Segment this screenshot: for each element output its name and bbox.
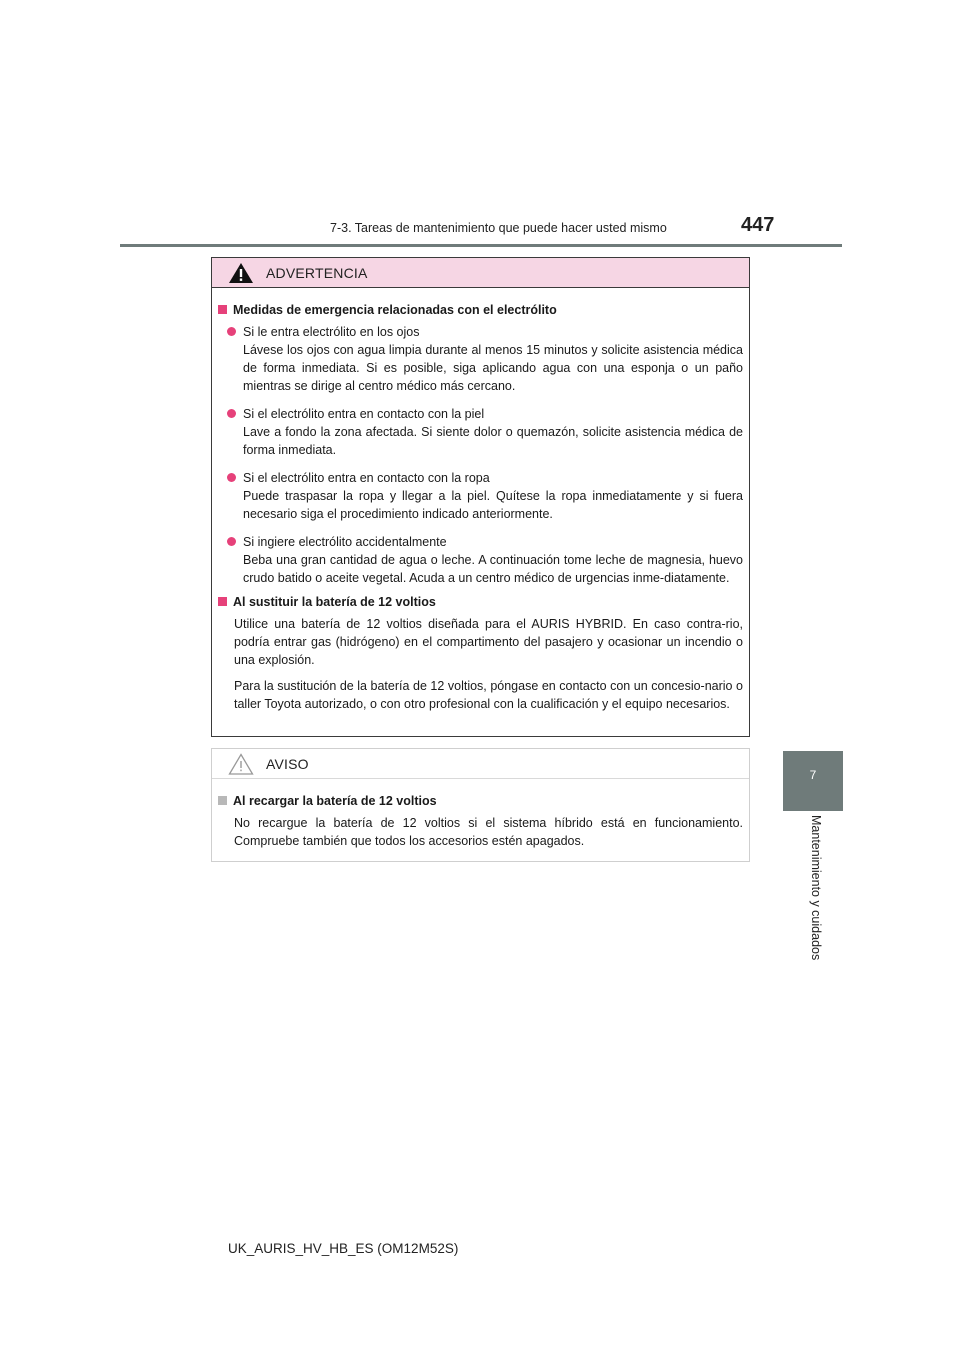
- header-rule: [120, 244, 842, 247]
- paragraph-text: Para la sustitución de la batería de 12 voltios, póngase en contacto con un concesio-nario o taller Toyota autorizado, o con otro profesional con la cualificación y el equipo necesarios.: [234, 679, 743, 711]
- section-title: Al sustituir la batería de 12 voltios: [233, 595, 436, 609]
- chapter-label: Mantenimiento y cuidados: [809, 815, 823, 961]
- item-lead: Si le entra electrólito en los ojos: [243, 325, 420, 339]
- chapter-tab: [783, 751, 843, 811]
- item-text: Puede traspasar la ropa y llegar a la piel. Quítese la ropa inmediatamente y si fuera necesario siga el procedimiento indicado anteriormente.: [243, 489, 743, 521]
- item-lead: Si el electrólito entra en contacto con la ropa: [243, 471, 490, 485]
- square-bullet-icon: [218, 796, 227, 805]
- item-lead: Si ingiere electrólito accidentalmente: [243, 535, 447, 549]
- square-bullet-icon: [218, 597, 227, 606]
- caution-triangle-outline-icon: [228, 753, 254, 775]
- warning-triangle-icon: [228, 262, 254, 284]
- list-item: [218, 533, 743, 587]
- circle-bullet-icon: [227, 537, 236, 546]
- notice-header: [212, 749, 749, 779]
- paragraph: [218, 615, 743, 669]
- warning-header: [212, 258, 749, 288]
- paragraph-text: No recargue la batería de 12 voltios si el sistema híbrido está en funcionamiento. Compruebe también que todos los accesorios estén apagados.: [234, 816, 743, 848]
- paragraph: [218, 814, 743, 850]
- section-heading: [218, 301, 743, 319]
- notice-body: [212, 779, 749, 850]
- warning-title: ADVERTENCIA: [266, 264, 368, 281]
- item-lead: Si el electrólito entra en contacto con la piel: [243, 407, 485, 421]
- square-bullet-icon: [218, 305, 227, 314]
- warning-body: [212, 288, 749, 713]
- chapter-number: 7: [809, 768, 817, 782]
- list-item: [218, 323, 743, 395]
- notice-title: AVISO: [266, 755, 309, 772]
- page-number: 447: [741, 214, 775, 236]
- item-text: Beba una gran cantidad de agua o leche. A continuación tome leche de magnesia, huevo crudo batido o aceite vegetal. Acuda a un centro médico de urgencias inme-diatamente.: [243, 553, 743, 585]
- paragraph-text: Utilice una batería de 12 voltios diseñada para el AURIS HYBRID. En caso contra-rio, podría entrar gas (hidrógeno) en el compartimento del pasajero y ocasionar un incendio o una explosión.: [234, 617, 743, 667]
- list-item: [218, 469, 743, 523]
- circle-bullet-icon: [227, 473, 236, 482]
- footer-code: UK_AURIS_HV_HB_ES (OM12M52S): [228, 1241, 459, 1256]
- item-text: Lave a fondo la zona afectada. Si siente dolor o quemazón, solicite asistencia médica de forma inmediata.: [243, 425, 743, 457]
- header-section-title: 7-3. Tareas de mantenimiento que puede hacer usted mismo: [330, 221, 667, 235]
- circle-bullet-icon: [227, 327, 236, 336]
- warning-box: [211, 257, 750, 737]
- notice-box: [211, 748, 750, 862]
- circle-bullet-icon: [227, 409, 236, 418]
- paragraph: [218, 677, 743, 713]
- list-item: [218, 405, 743, 459]
- section-title: Al recargar la batería de 12 voltios: [233, 794, 437, 808]
- section-heading: [218, 792, 743, 810]
- section-title: Medidas de emergencia relacionadas con el electrólito: [233, 303, 557, 317]
- item-text: Lávese los ojos con agua limpia durante al menos 15 minutos y solicite asistencia médica de forma inmediata. Si es posible, siga aplicando agua con una esponja o un paño mientras se dirige al centro médico más cercano.: [243, 343, 743, 393]
- section-heading: [218, 593, 743, 611]
